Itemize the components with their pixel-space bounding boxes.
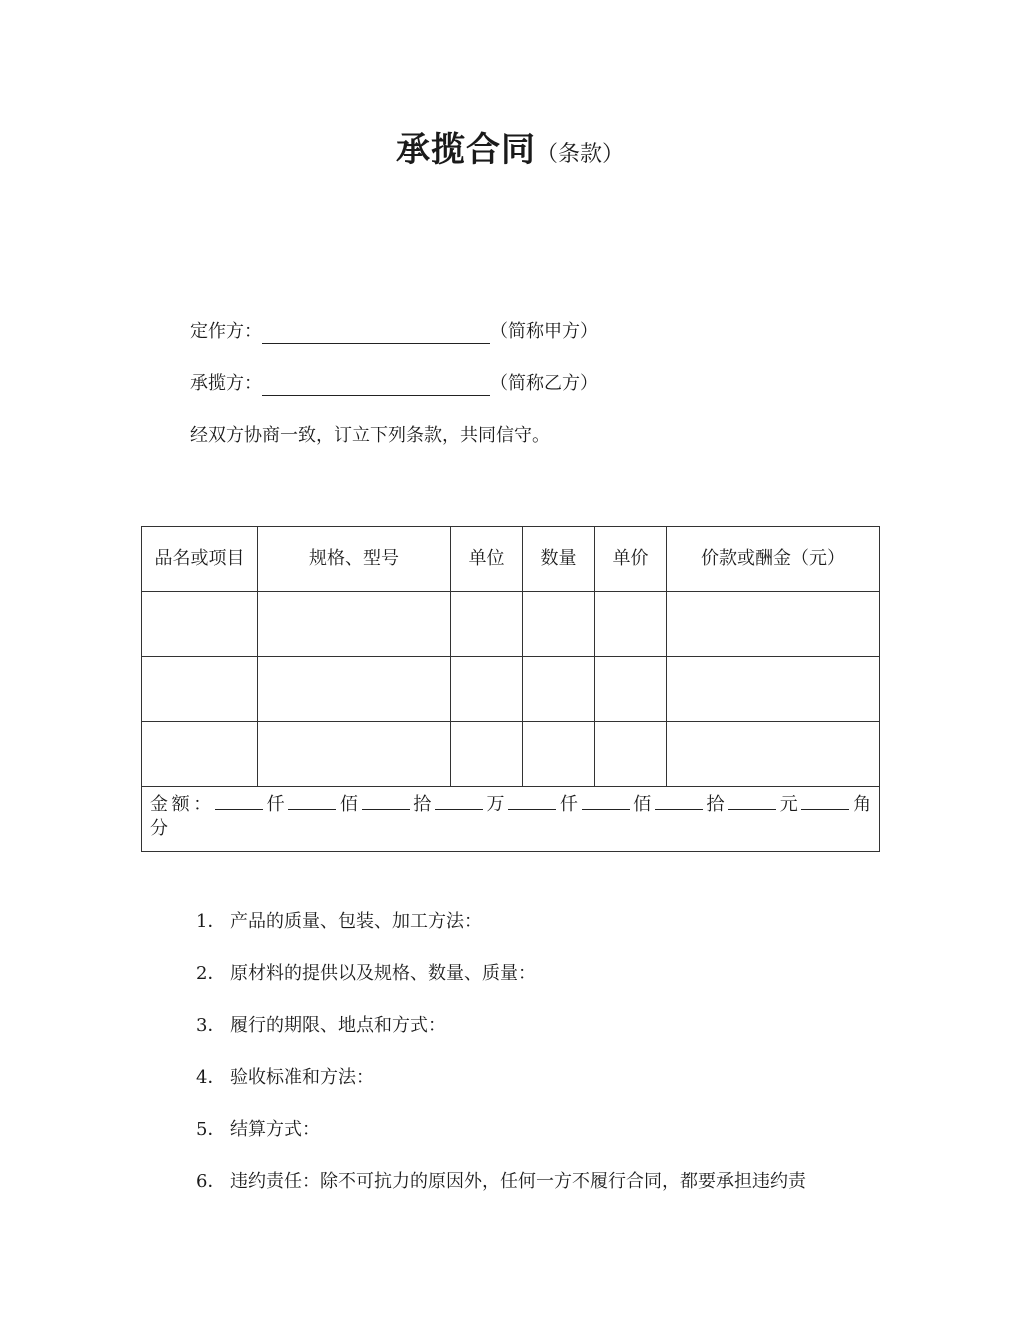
unit-label: 拾	[702, 794, 729, 815]
clause-number: 3．	[196, 1015, 226, 1036]
table-header-row	[142, 527, 880, 592]
header-amount: 价款或酬金（元）	[667, 527, 880, 592]
clause-text: 违约责任：除不可抗力的原因外，任何一方不履行合同，都要承担违约责	[230, 1171, 806, 1192]
table-row	[142, 657, 880, 722]
table-cell[interactable]	[667, 657, 880, 722]
party-b-blank[interactable]	[262, 377, 490, 396]
amount-row	[142, 787, 880, 852]
clause-number: 2．	[196, 963, 226, 984]
clause-text: 履行的期限、地点和方式：	[230, 1015, 446, 1036]
table-cell[interactable]	[523, 722, 595, 787]
table-cell[interactable]	[667, 592, 880, 657]
clause-1	[196, 910, 482, 934]
items-table	[141, 526, 880, 852]
amount-blank[interactable]	[508, 793, 556, 810]
table-cell[interactable]	[258, 722, 451, 787]
unit-label: 元	[776, 794, 802, 815]
clause-number: 4．	[196, 1067, 226, 1088]
party-a-label: 定作方：	[190, 321, 262, 342]
unit-label: 仟	[556, 794, 582, 815]
title-main: 承揽合同	[395, 130, 536, 170]
table-cell[interactable]	[667, 722, 880, 787]
unit-label: 佰	[336, 794, 362, 815]
clause-number: 6．	[196, 1171, 226, 1192]
party-a-line	[190, 320, 598, 344]
clause-text: 原材料的提供以及规格、数量、质量：	[230, 963, 536, 984]
amount-blank[interactable]	[215, 793, 263, 810]
table-cell[interactable]	[523, 657, 595, 722]
table-row	[142, 722, 880, 787]
intro-text: 经双方协商一致，订立下列条款，共同信守。	[190, 425, 550, 446]
table-cell[interactable]	[142, 657, 258, 722]
clause-4	[196, 1066, 374, 1090]
table-cell[interactable]	[451, 722, 523, 787]
unit-label: 仟	[262, 794, 289, 815]
unit-label: 万	[482, 794, 509, 815]
clause-2	[196, 962, 536, 986]
amount-line	[150, 793, 871, 817]
clause-number: 5．	[196, 1119, 226, 1140]
clause-text: 产品的质量、包装、加工方法：	[230, 911, 482, 932]
party-b-label: 承揽方：	[190, 373, 262, 394]
amount-blank[interactable]	[655, 793, 703, 810]
table-cell[interactable]	[595, 592, 667, 657]
party-b-suffix: （简称乙方）	[490, 373, 598, 394]
table-row	[142, 592, 880, 657]
header-unit-price: 单价	[595, 527, 667, 592]
header-unit: 单位	[451, 527, 523, 592]
header-spec: 规格、型号	[258, 527, 451, 592]
table-cell[interactable]	[258, 657, 451, 722]
document-title	[0, 122, 1020, 171]
amount-blank[interactable]	[582, 793, 630, 810]
table-cell[interactable]	[451, 657, 523, 722]
title-sub: （条款）	[535, 142, 624, 167]
header-item-name: 品名或项目	[142, 527, 258, 592]
header-quantity: 数量	[523, 527, 595, 592]
unit-label: 佰	[629, 794, 655, 815]
amount-label: 金额：	[150, 794, 215, 815]
amount-blank[interactable]	[362, 793, 410, 810]
amount-blank[interactable]	[288, 793, 336, 810]
table-cell[interactable]	[595, 722, 667, 787]
table-cell[interactable]	[142, 722, 258, 787]
party-a-blank[interactable]	[262, 325, 490, 344]
unit-label: 角	[849, 794, 872, 815]
amount-blank[interactable]	[435, 793, 483, 810]
table-cell[interactable]	[523, 592, 595, 657]
clause-5	[196, 1118, 320, 1142]
clause-text: 验收标准和方法：	[230, 1067, 374, 1088]
table-cell[interactable]	[595, 657, 667, 722]
party-b-line	[190, 372, 598, 396]
table-cell[interactable]	[142, 592, 258, 657]
amount-last-unit: 分	[150, 818, 168, 839]
amount-blank[interactable]	[728, 793, 776, 810]
clause-6	[196, 1170, 806, 1194]
amount-cell	[142, 787, 880, 852]
party-a-suffix: （简称甲方）	[490, 321, 598, 342]
amount-blank[interactable]	[801, 793, 849, 810]
table-cell[interactable]	[451, 592, 523, 657]
clause-3	[196, 1014, 446, 1038]
table-cell[interactable]	[258, 592, 451, 657]
clause-number: 1．	[196, 911, 226, 932]
clause-text: 结算方式：	[230, 1119, 320, 1140]
unit-label: 拾	[409, 794, 435, 815]
